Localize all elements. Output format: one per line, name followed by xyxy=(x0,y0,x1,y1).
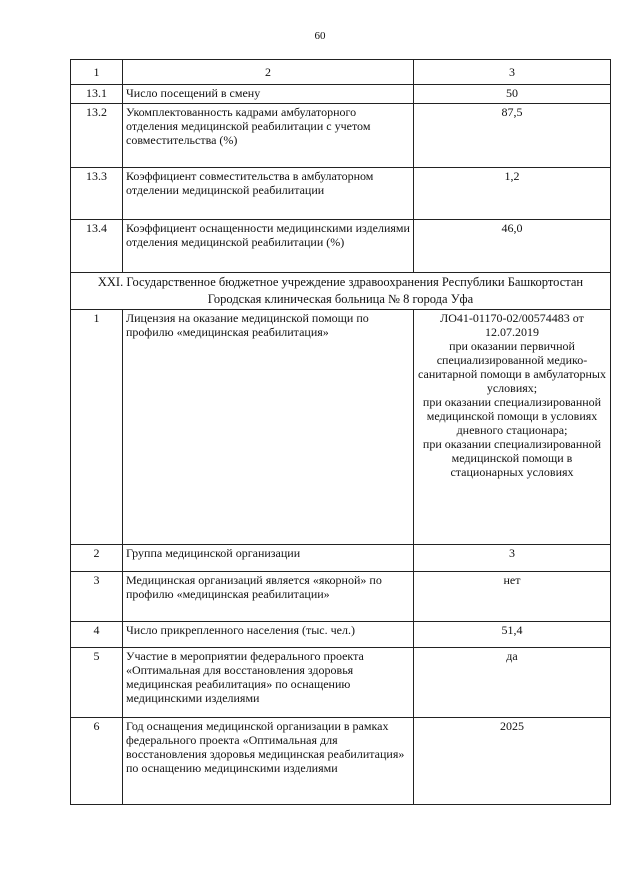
row-number: 6 xyxy=(71,718,123,805)
row-number: 1 xyxy=(71,310,123,545)
row-indicator: Участие в мероприятии федерального проекта «Оптимальная для восстановления здоровья медицинская реабилитация» по оснащению медицинскими изделиями xyxy=(123,648,414,718)
page-number: 60 xyxy=(314,30,326,42)
row-value: 3 xyxy=(414,545,611,572)
row-value: ЛО41-01170-02/00574483 от 12.07.2019 при оказании первичной специализированной медико-санитарной помощи в амбулаторных условиях; при оказании специализированной медицинской помощи в условиях дневного стационара; при оказании специализированной медицинской помощи в стационарных условиях xyxy=(414,310,611,545)
row-value: 50 xyxy=(414,85,611,104)
table-row xyxy=(71,718,611,805)
row-number: 2 xyxy=(71,545,123,572)
row-value: да xyxy=(414,648,611,718)
header-col-2: 2 xyxy=(123,60,414,85)
row-indicator: Число посещений в смену xyxy=(123,85,414,104)
row-indicator: Коэффициент оснащенности медицинскими изделиями отделения медицинской реабилитации (%) xyxy=(123,220,414,273)
row-indicator: Медицинская организаций является «якорной» по профилю «медицинская реабилитации» xyxy=(123,572,414,622)
section-row xyxy=(71,273,611,310)
row-indicator: Укомплектованность кадрами амбулаторного отделения медицинской реабилитации с учетом совместительства (%) xyxy=(123,104,414,168)
table-row xyxy=(71,648,611,718)
row-indicator: Лицензия на оказание медицинской помощи по профилю «медицинская реабилитация» xyxy=(123,310,414,545)
header-col-3: 3 xyxy=(414,60,611,85)
row-number: 4 xyxy=(71,622,123,648)
row-value: 2025 xyxy=(414,718,611,805)
row-number: 13.3 xyxy=(71,168,123,220)
row-number: 3 xyxy=(71,572,123,622)
row-number: 13.4 xyxy=(71,220,123,273)
row-number: 13.2 xyxy=(71,104,123,168)
table-row xyxy=(71,220,611,273)
header-col-1: 1 xyxy=(71,60,123,85)
row-value: нет xyxy=(414,572,611,622)
table-row xyxy=(71,168,611,220)
row-number: 13.1 xyxy=(71,85,123,104)
row-value: 1,2 xyxy=(414,168,611,220)
table-row xyxy=(71,572,611,622)
row-value: 87,5 xyxy=(414,104,611,168)
data-table xyxy=(70,59,611,805)
table-header-row xyxy=(71,60,611,85)
table-row xyxy=(71,545,611,572)
row-indicator: Группа медицинской организации xyxy=(123,545,414,572)
row-number: 5 xyxy=(71,648,123,718)
table-row xyxy=(71,104,611,168)
table-row xyxy=(71,310,611,545)
row-value: 51,4 xyxy=(414,622,611,648)
table-row xyxy=(71,85,611,104)
row-indicator: Коэффициент совместительства в амбулаторном отделении медицинской реабилитации xyxy=(123,168,414,220)
row-indicator: Число прикрепленного населения (тыс. чел.) xyxy=(123,622,414,648)
section-title: XXI. Государственное бюджетное учреждение здравоохранения Республики Башкортостан Городская клиническая больница № 8 города Уфа xyxy=(71,273,611,310)
table-row xyxy=(71,622,611,648)
row-value: 46,0 xyxy=(414,220,611,273)
row-indicator: Год оснащения медицинской организации в рамках федерального проекта «Оптимальная для восстановления здоровья медицинская реабилитация» по оснащению медицинскими изделиями xyxy=(123,718,414,805)
